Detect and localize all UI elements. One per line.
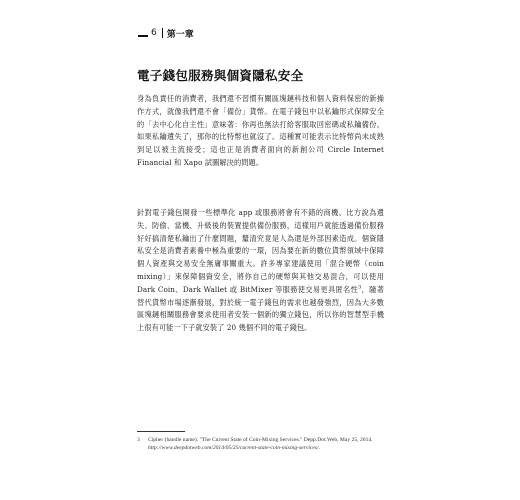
footnote-url-suffix: . — [318, 445, 320, 451]
footnote-text: Cipher (handle name). "The Current State of Coin-Mixing Services." Depp.Dot.Web, May 25, 2014. — [148, 437, 373, 443]
paragraph-2-part-1: 針對電子錢包開發一些標準化 app 或服務將會有不錯的商機。比方說為遺失、防偷、當機、升級後的裝置提供備份服務，這樣用戶就能透過備份服務好好搞清楚私鑰出了什麼問題，釐清究竟是人為還是外部因素造成。個資隱私安全是消費者素養中極為重要的一環，因為要在新的數位貨幣領域中保障個人資產與交易安全無庸事關重大。許多專家建議使用「混合硬幣（coin mixing）」來保障個資安全，將你自己的硬幣與其他交易混合，可以使用 Dark Coin、Dark Wallet 或 BitMixer 等服務使交易更具匿名性 — [137, 208, 384, 294]
section-title: 電子錢包服務與個資隱私安全 — [137, 68, 304, 83]
header-bar-decoration — [138, 35, 148, 37]
footnote-number: 3 — [137, 437, 140, 443]
chapter-label: 第一章 — [166, 29, 194, 40]
body-paragraph-1: 身為負責任的消費者，我們還不習慣有關區塊鏈科技和個人資料保密的新操作方式，就像我們還不會「備份」貨幣。在電子錢包中以私鑰形式保障安全的「去中心化自主性」意味著：你再也無法打給客服取回密碼或私鑰備份。如果私鑰遺失了，那你的比特幣也就沒了。這種實可能表示比特幣尚未成熟到足以被主流接受；這也正是消費者面向的新創公司 Circle Internet Financial 和 Xapo 試圖解決的問題。 — [137, 94, 384, 167]
body-paragraph-2 — [137, 207, 384, 335]
footnote-reference[interactable]: 3 — [358, 284, 362, 291]
footnote-body — [148, 436, 392, 452]
paragraph-2-part-2: ，隨著替代貨幣市場逐漸發展，對於統一電子錢包的需求也越發強烈，因為大多數區塊鏈相關服務會要求使用者安裝一個新的獨立錢包，所以你的智慧型手機上很有可能一下子就安裝了 20 幾個不同的電子錢包。 — [137, 284, 384, 333]
header-separator — [162, 28, 163, 38]
footnote-divider — [137, 431, 185, 432]
page-number: 6 — [151, 28, 157, 38]
footnote-url[interactable]: http://www.deepdotweb.com/2014/05/25/current-state-coin-mixing-services/ — [148, 445, 319, 451]
footnote — [137, 436, 392, 452]
running-header — [138, 26, 194, 40]
